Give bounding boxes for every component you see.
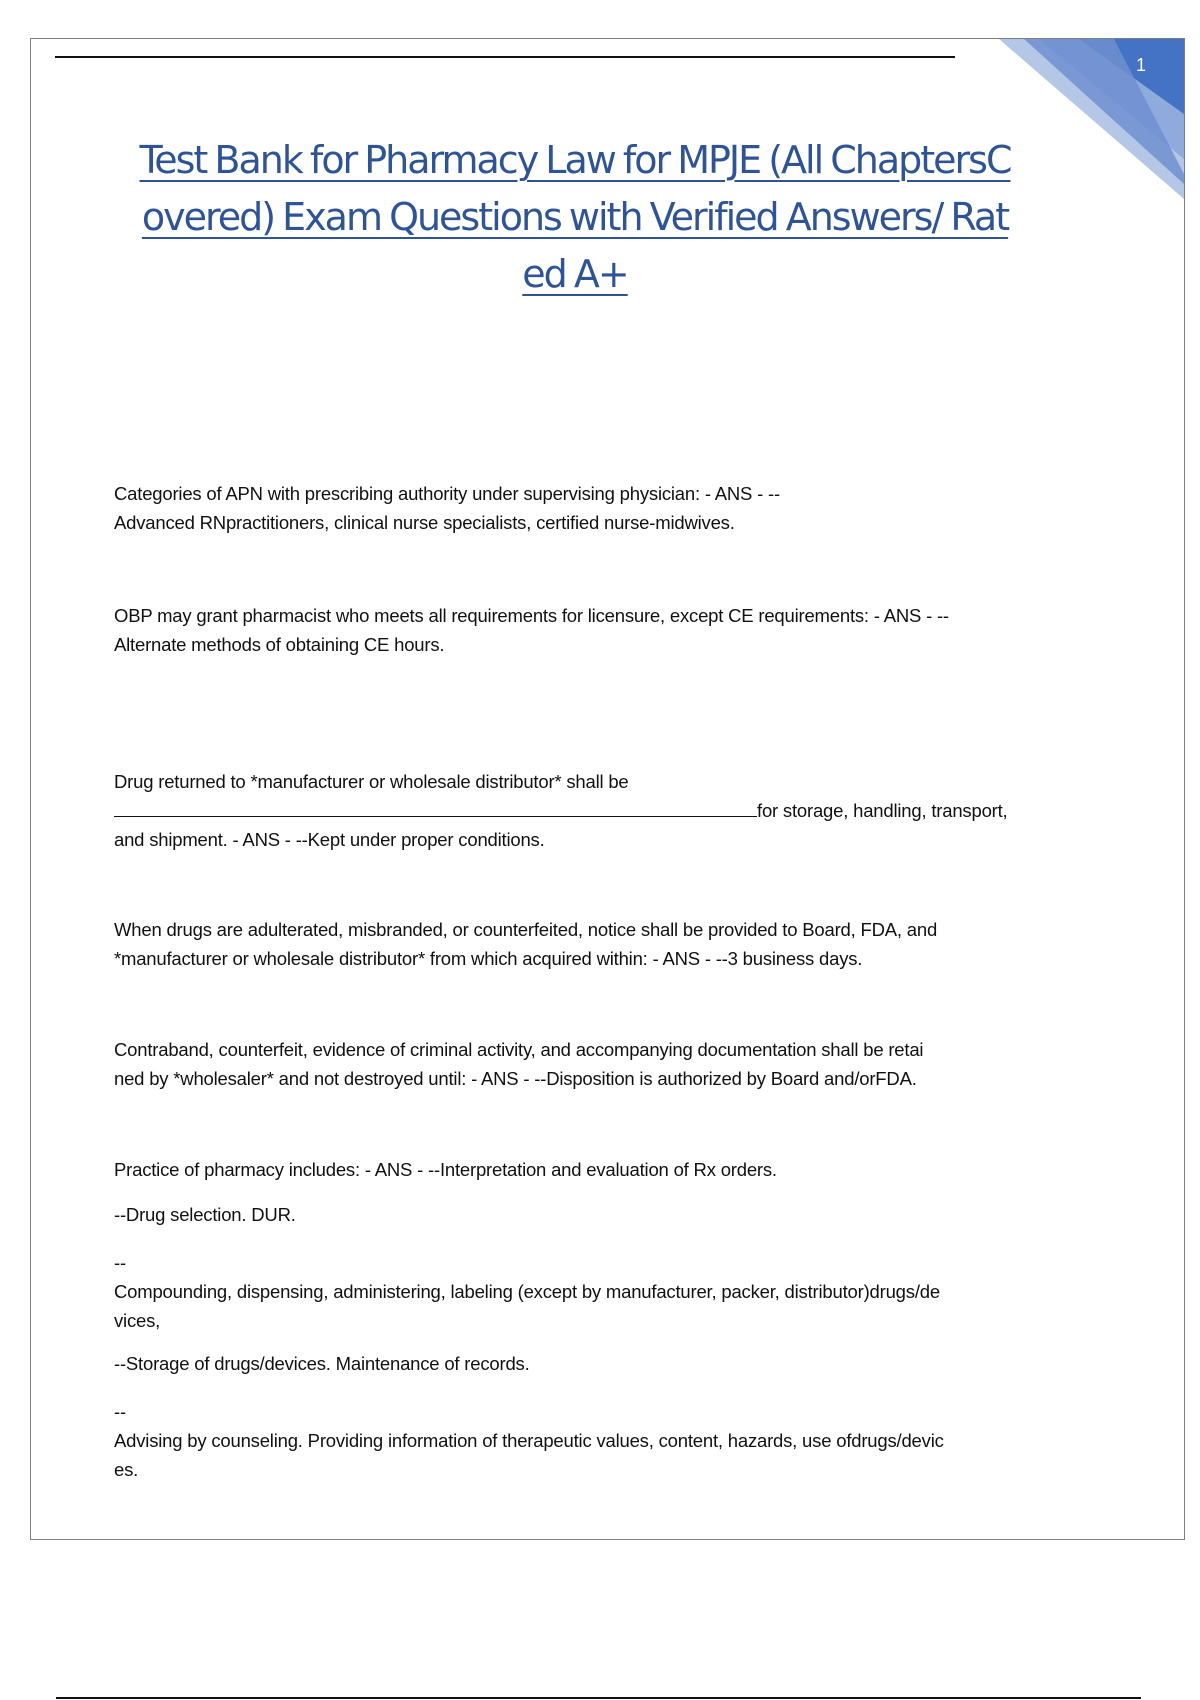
qa-item-3-line-1: Drug returned to *manufacturer or wholesale distributor* shall be <box>114 771 629 792</box>
header-rule <box>55 56 955 58</box>
qa-item-3-line-3: and shipment. - ANS - --Kept under proper conditions. <box>114 829 545 850</box>
qa-item-6-line-9: es. <box>114 1459 139 1480</box>
qa-item-4-line-1: When drugs are adulterated, misbranded, or counterfeited, notice shall be provided to Board, FDA, and <box>114 919 938 940</box>
qa-item-6-part-3 <box>114 1248 1074 1335</box>
document-title <box>120 132 1030 303</box>
qa-item-1 <box>114 479 1074 537</box>
qa-item-6-line-2: --Drug selection. DUR. <box>114 1204 296 1225</box>
qa-item-2-line-2: Alternate methods of obtaining CE hours. <box>114 634 445 655</box>
qa-item-5 <box>114 1035 1074 1093</box>
qa-item-3 <box>114 767 1074 854</box>
qa-item-5-line-2: ned by *wholesaler* and not destroyed until: - ANS - --Disposition is authorized by Board and/orFDA. <box>114 1068 917 1089</box>
qa-item-5-line-1: Contraband, counterfeit, evidence of criminal activity, and accompanying documentation shall be retai <box>114 1039 924 1060</box>
next-page-header-rule <box>56 1697 1141 1699</box>
qa-item-6-part-4 <box>114 1349 1074 1378</box>
qa-item-3-line-2: for storage, handling, transport, <box>757 800 1008 821</box>
qa-item-1-line-1: Categories of APN with prescribing authority under supervising physician: - ANS - -- <box>114 483 780 504</box>
qa-item-6 <box>114 1155 1074 1184</box>
qa-item-6-line-5: vices, <box>114 1310 161 1331</box>
qa-item-6-line-8: Advising by counseling. Providing information of therapeutic values, content, hazards, use ofdrugs/devic <box>114 1430 944 1451</box>
qa-item-6-line-3: -- <box>114 1252 126 1273</box>
qa-item-4 <box>114 915 1074 973</box>
qa-item-4-line-2: *manufacturer or wholesale distributor* from which acquired within: - ANS - --3 business days. <box>114 948 863 969</box>
qa-item-6-line-1: Practice of pharmacy includes: - ANS - --Interpretation and evaluation of Rx orders. <box>114 1159 777 1180</box>
fill-in-blank-line <box>114 815 757 817</box>
qa-item-6-line-7: -- <box>114 1401 126 1422</box>
qa-item-6-line-6: --Storage of drugs/devices. Maintenance of records. <box>114 1353 530 1374</box>
qa-item-2-line-1: OBP may grant pharmacist who meets all requirements for licensure, except CE requirements: - ANS - -- <box>114 605 949 626</box>
qa-item-1-line-2: Advanced RNpractitioners, clinical nurse specialists, certified nurse-midwives. <box>114 512 735 533</box>
title-line-3: ed A+ <box>522 252 628 296</box>
qa-item-2 <box>114 601 1074 659</box>
page-number: 1 <box>1135 55 1146 75</box>
qa-item-6-part-5 <box>114 1397 1074 1484</box>
qa-item-6-part-2 <box>114 1200 1074 1229</box>
title-line-2: overed) Exam Questions with Verified Answers/ Rat <box>141 195 1009 239</box>
qa-item-6-line-4: Compounding, dispensing, administering, labeling (except by manufacturer, packer, distributor)drugs/de <box>114 1281 940 1302</box>
title-line-1: Test Bank for Pharmacy Law for MPJE (All ChaptersC <box>139 138 1011 182</box>
